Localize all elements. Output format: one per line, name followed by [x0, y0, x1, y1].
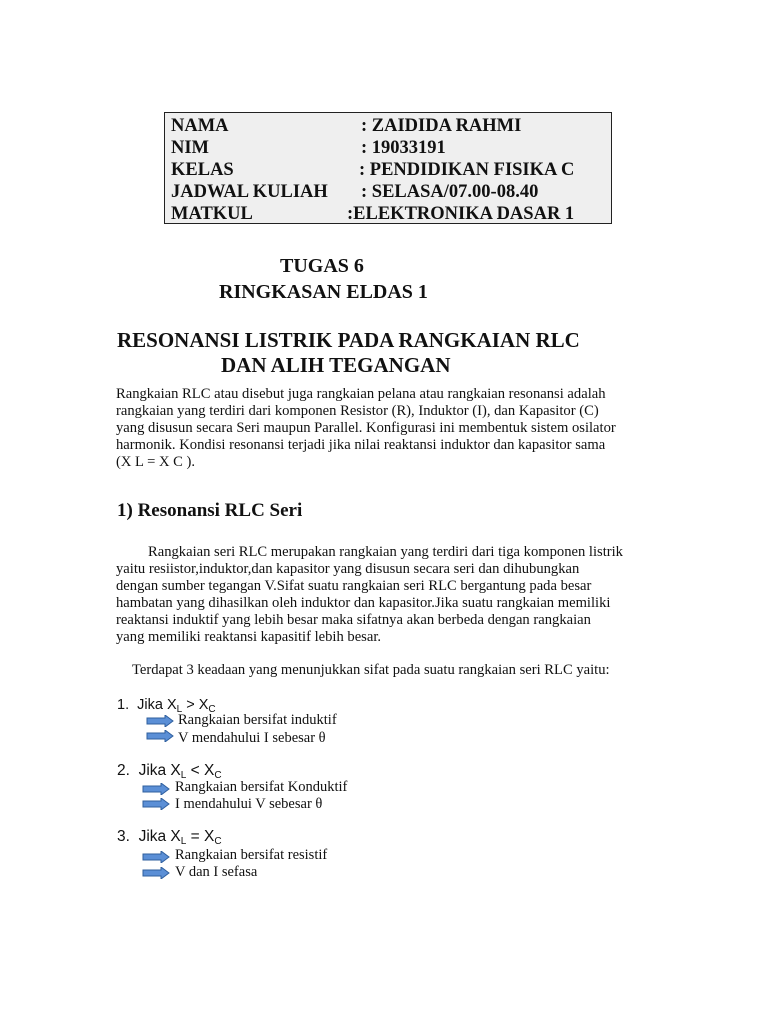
- subscript-c: C: [214, 770, 222, 781]
- assignment-title: TUGAS 6: [280, 255, 364, 277]
- section-paragraph-line: yaitu resiistor,induktor,dan kapasitor yang disusun secara seri dan dihubungkan: [116, 561, 580, 577]
- right-arrow-icon: [142, 783, 170, 795]
- subscript-c: C: [214, 836, 222, 847]
- condition-operator: < X: [186, 762, 215, 779]
- intro-line: rangkaian yang terdiri dari komponen Resistor (R), Induktor (I), dan Kapasitor (C): [116, 403, 599, 419]
- right-arrow-icon: [142, 851, 170, 863]
- condition-result: V mendahului I sebesar θ: [178, 730, 326, 746]
- subscript-l: L: [180, 770, 187, 781]
- identity-value: :ELEKTRONIKA DASAR 1: [347, 204, 575, 224]
- identity-label: MATKUL: [171, 204, 253, 224]
- right-arrow-icon: [146, 715, 174, 727]
- intro-line: yang disusun secara Seri maupun Parallel. Konfigurasi ini membentuk sistem osilator: [116, 420, 616, 436]
- section-paragraph-line: reaktansi induktif yang lebih besar maka sifatnya akan berbeda dengan rangkaian: [116, 612, 591, 628]
- condition-result: V dan I sefasa: [175, 864, 258, 880]
- condition-number: 2.: [117, 762, 130, 779]
- subscript-c: C: [208, 704, 216, 715]
- main-heading-line1: RESONANSI LISTRIK PADA RANGKAIAN RLC: [117, 328, 580, 352]
- states-intro: Terdapat 3 keadaan yang menunjukkan sifat pada suatu rangkaian seri RLC yaitu:: [132, 662, 610, 678]
- section-paragraph-line: hambatan yang dihasilkan oleh induktor dan kapasitor.Jika suatu rangkaian memiliki: [116, 595, 611, 611]
- intro-line: (X L = X C ).: [116, 454, 196, 470]
- right-arrow-icon: [146, 730, 174, 742]
- intro-line: Rangkaian RLC atau disebut juga rangkaian pelana atau rangkaian resonansi adalah: [116, 386, 606, 402]
- condition-number: 3.: [117, 828, 130, 845]
- identity-value: : PENDIDIKAN FISIKA C: [359, 160, 575, 180]
- identity-value: : ZAIDIDA RAHMI: [361, 116, 522, 136]
- right-arrow-icon: [142, 798, 170, 810]
- identity-label: NIM: [171, 138, 210, 158]
- condition-result: I mendahului V sebesar θ: [175, 796, 323, 812]
- condition-prefix: Jika X: [138, 828, 181, 845]
- subscript-l: L: [180, 836, 187, 847]
- main-heading-line2: DAN ALIH TEGANGAN: [221, 353, 451, 377]
- right-arrow-icon: [142, 867, 170, 879]
- condition-operator: > X: [182, 697, 209, 713]
- condition-result: Rangkaian bersifat Konduktif: [175, 779, 348, 795]
- condition-result: Rangkaian bersifat induktif: [178, 712, 337, 728]
- condition-prefix: Jika X: [137, 697, 177, 713]
- identity-box: [164, 112, 612, 224]
- identity-label: JADWAL KULIAH: [171, 182, 328, 202]
- subscript-l: L: [176, 704, 183, 715]
- section-paragraph-line: Rangkaian seri RLC merupakan rangkaian yang terdiri dari tiga komponen listrik: [148, 544, 623, 560]
- identity-label: KELAS: [171, 160, 234, 180]
- condition-prefix: Jika X: [138, 762, 181, 779]
- identity-value: : SELASA/07.00-08.40: [361, 182, 539, 202]
- section-heading: 1) Resonansi RLC Seri: [117, 500, 303, 521]
- summary-title: RINGKASAN ELDAS 1: [219, 281, 428, 303]
- identity-label: NAMA: [171, 116, 229, 136]
- section-paragraph-line: dengan sumber tegangan V.Sifat suatu rangkaian seri RLC bergantung pada besar: [116, 578, 592, 594]
- identity-value: : 19033191: [361, 138, 446, 158]
- condition-result: Rangkaian bersifat resistif: [175, 847, 328, 863]
- condition-operator: = X: [186, 828, 215, 845]
- condition-number: 1.: [117, 697, 130, 713]
- intro-line: harmonik. Kondisi resonansi terjadi jika nilai reaktansi induktor dan kapasitor sama: [116, 437, 606, 453]
- section-paragraph-line: yang memiliki reaktansi kapasitif lebih besar.: [116, 629, 382, 645]
